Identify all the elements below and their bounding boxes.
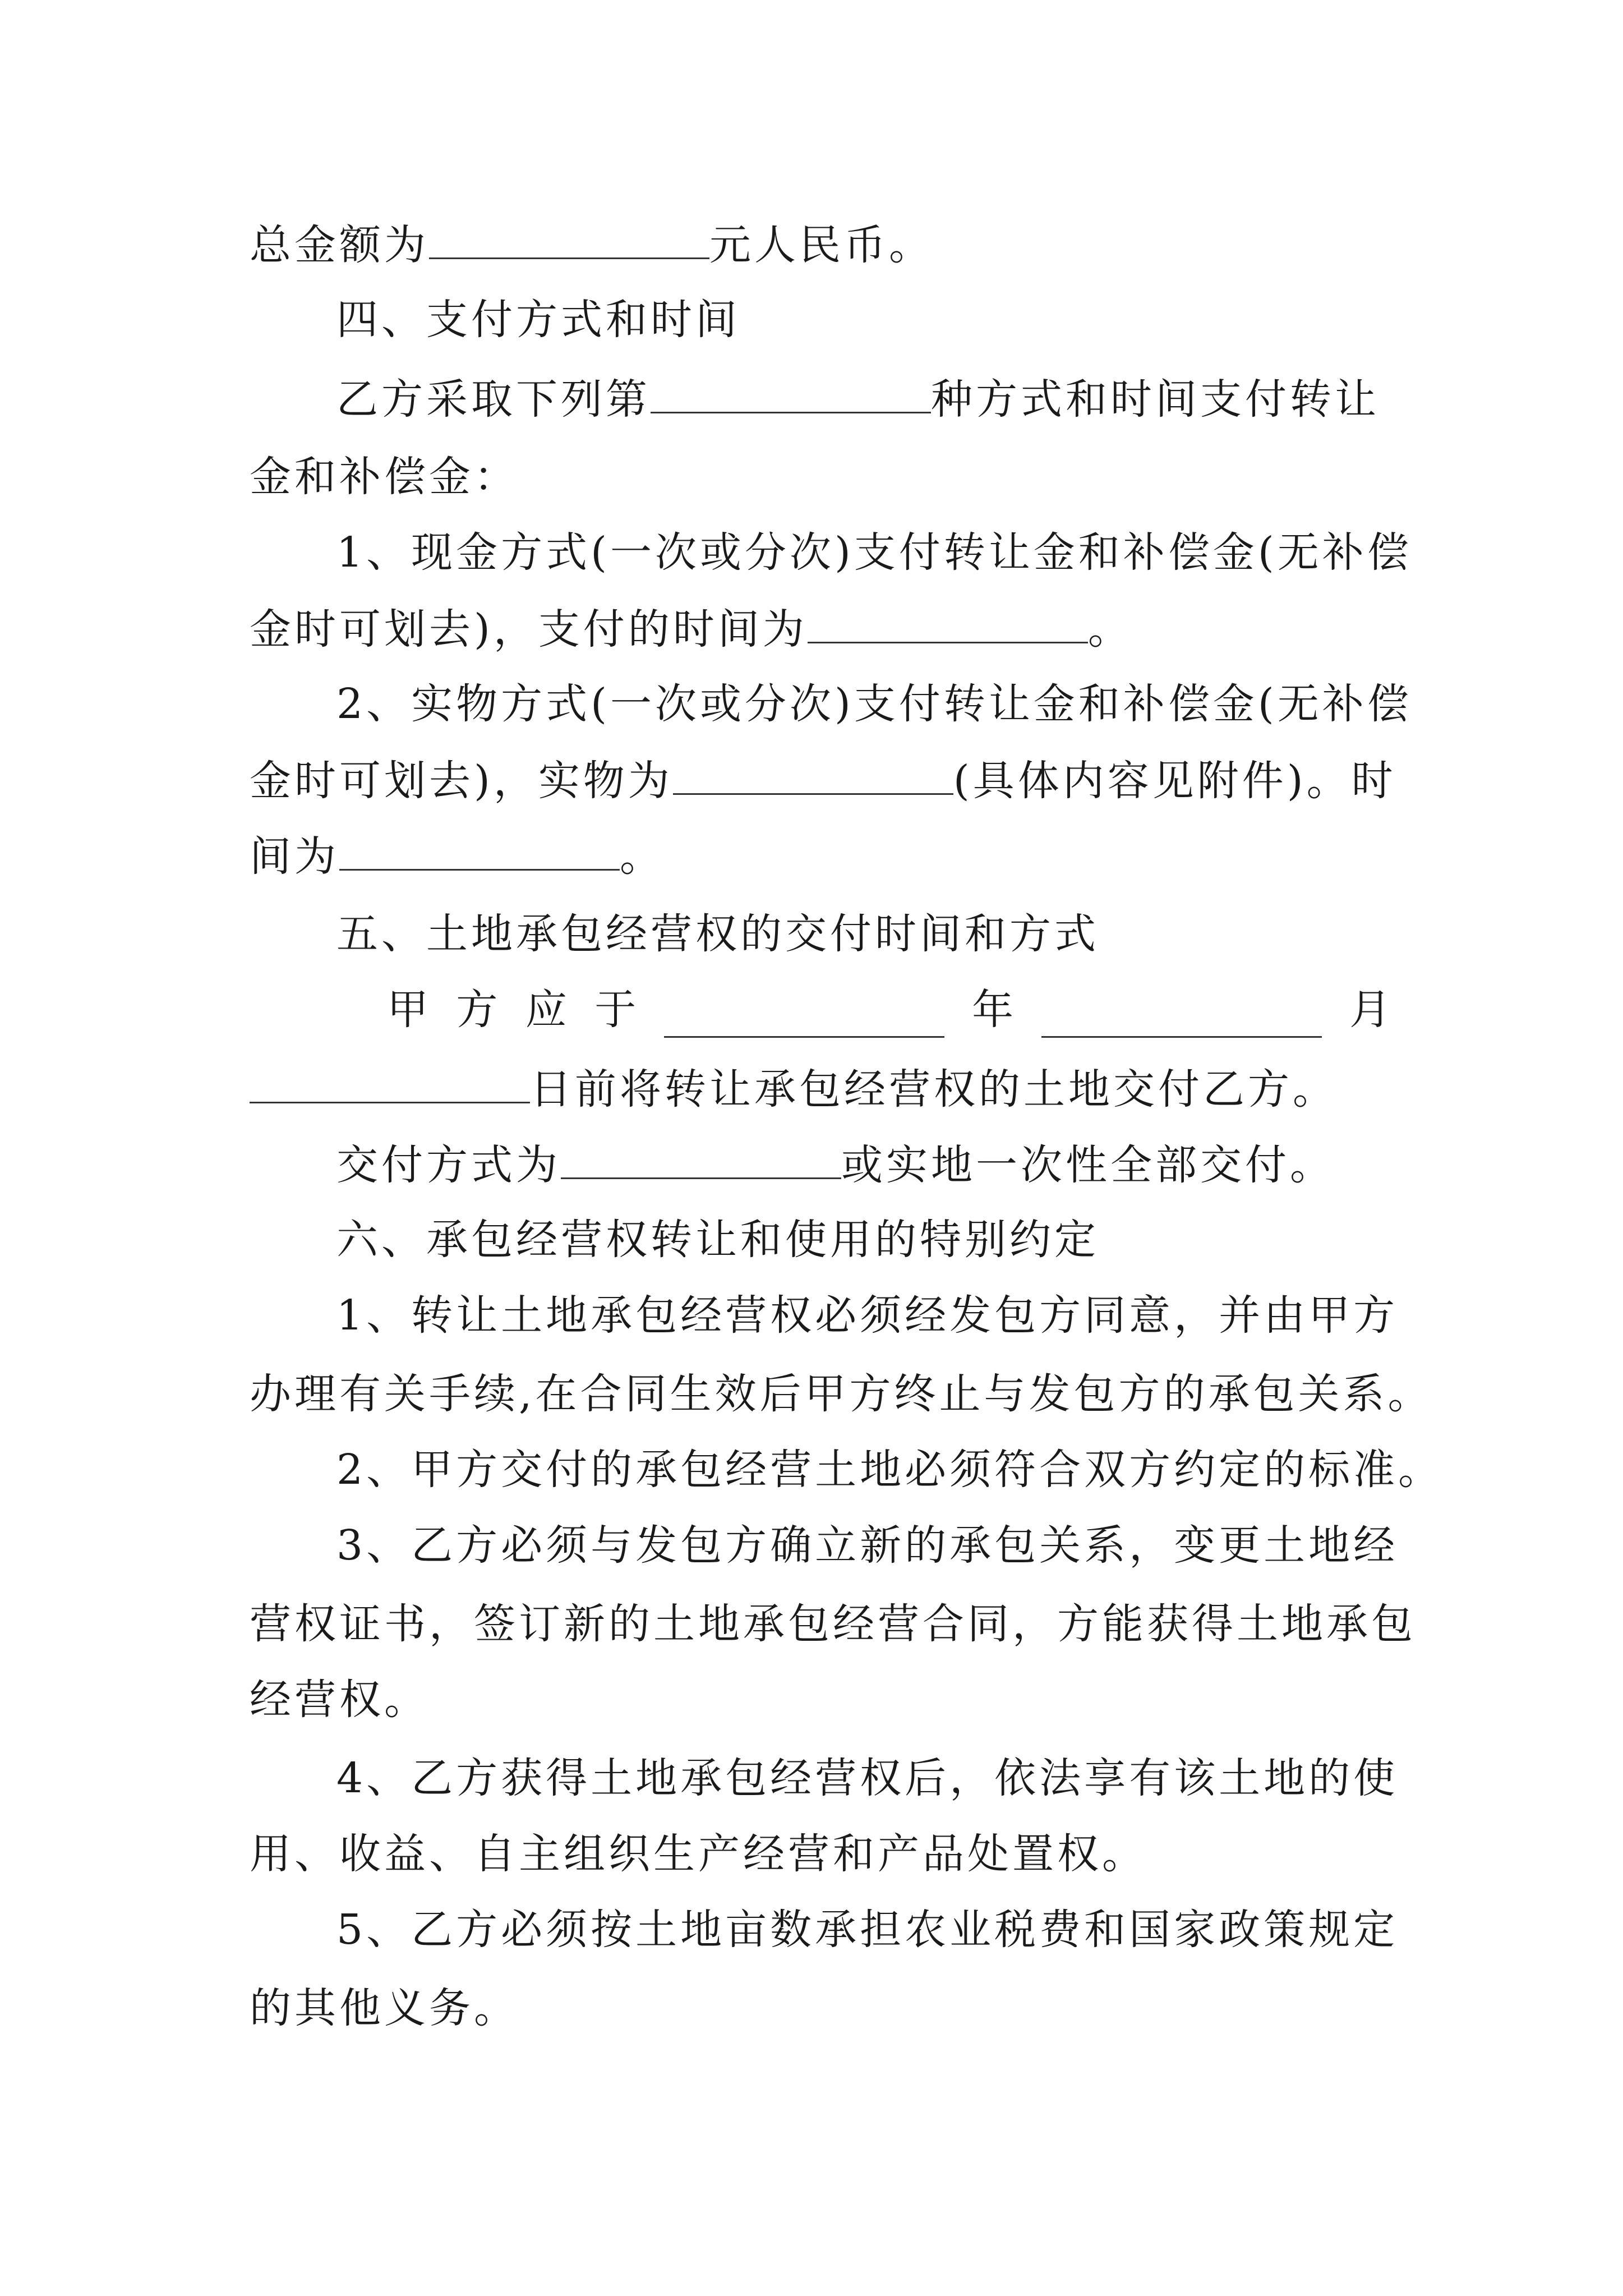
text-line	[250, 1366, 1433, 1422]
text: 总金额为	[250, 221, 429, 269]
text: 用、收益、自主组织生产经营和产品处置权。	[250, 1830, 1147, 1878]
text: 日前将转让承包经营权的土地交付乙方。	[530, 1065, 1338, 1114]
text: 1、现金方式(一次或分次)支付转让金和补偿金(无补偿	[336, 528, 1412, 577]
text: 四、支付方式和时间	[336, 296, 740, 344]
text: 的其他义务。	[250, 1984, 519, 2032]
text: 3、乙方必须与发包方确立新的承包关系，变更土地经	[336, 1521, 1399, 1570]
text: 。	[620, 832, 665, 881]
text-line	[336, 676, 1412, 732]
text: 间为	[250, 832, 339, 881]
text-line	[250, 600, 1133, 657]
text: 5、乙方必须按土地亩数承担农业税费和国家政策规定	[336, 1906, 1399, 1954]
text: 2、实物方式(一次或分次)支付转让金和补偿金(无补偿	[336, 680, 1412, 728]
text-line	[336, 1136, 1335, 1193]
text-line	[336, 1287, 1398, 1343]
text-line	[250, 1596, 1416, 1652]
fill-blank	[429, 216, 709, 259]
text: 应	[525, 986, 567, 1034]
text-line	[250, 1980, 519, 2036]
text-line	[250, 827, 665, 885]
text-line	[336, 1750, 1398, 1806]
text-line	[250, 752, 1396, 809]
text-line	[250, 1060, 1338, 1117]
text: 方	[456, 986, 498, 1034]
text: 营权证书，签订新的土地承包经营合同，方能获得土地承包	[250, 1600, 1416, 1648]
text-line	[250, 216, 934, 273]
text: 1、转让土地承包经营权必须经发包方同意，并由甲方	[336, 1291, 1399, 1340]
text: 年	[972, 986, 1014, 1034]
text-line-justified	[387, 982, 1391, 1038]
text: 种方式和时间支付转让	[931, 375, 1380, 424]
text-line	[336, 1442, 1443, 1498]
text: 甲	[387, 986, 428, 1034]
fill-blank	[1041, 995, 1322, 1038]
fill-blank	[651, 370, 931, 413]
fill-blank	[673, 752, 953, 795]
fill-blank	[339, 827, 620, 871]
text: 2、甲方交付的承包经营土地必须符合双方约定的标准。	[336, 1446, 1444, 1494]
text-line	[336, 370, 1380, 427]
fill-blank	[664, 995, 944, 1038]
text: 4、乙方获得土地承包经营权后，依法享有该土地的使	[336, 1754, 1399, 1802]
text: 经营权。	[250, 1676, 429, 1724]
text: 或实地一次性全部交付。	[841, 1141, 1335, 1189]
text: 于	[594, 986, 637, 1034]
text: 金时可划去)，实物为	[250, 757, 673, 805]
text: (具体内容见附件)。时	[953, 757, 1396, 805]
text-line	[336, 1517, 1398, 1573]
text: 五、土地承包经营权的交付时间和方式	[336, 910, 1099, 958]
text: 元人民币。	[709, 221, 934, 269]
text-line	[250, 1672, 429, 1728]
text: 金和补偿金：	[250, 453, 519, 501]
section-heading	[336, 292, 740, 348]
text: 月	[1349, 986, 1391, 1034]
section-heading	[336, 906, 1099, 962]
text-line	[336, 1902, 1398, 1958]
section-heading	[336, 1212, 1099, 1268]
fill-blank	[250, 1060, 530, 1103]
text-line	[336, 524, 1412, 581]
text: 交付方式为	[336, 1141, 561, 1189]
text: 。	[1087, 605, 1133, 654]
fill-blank	[561, 1136, 841, 1179]
text: 乙方采取下列第	[336, 375, 651, 424]
text: 六、承包经营权转让和使用的特别约定	[336, 1216, 1099, 1264]
text-line	[250, 1826, 1147, 1882]
text: 金时可划去)，支付的时间为	[250, 605, 808, 654]
text: 办理有关手续,在合同生效后甲方终止与发包方的承包关系。	[250, 1370, 1433, 1418]
fill-blank	[808, 600, 1088, 643]
text-line	[250, 449, 519, 505]
